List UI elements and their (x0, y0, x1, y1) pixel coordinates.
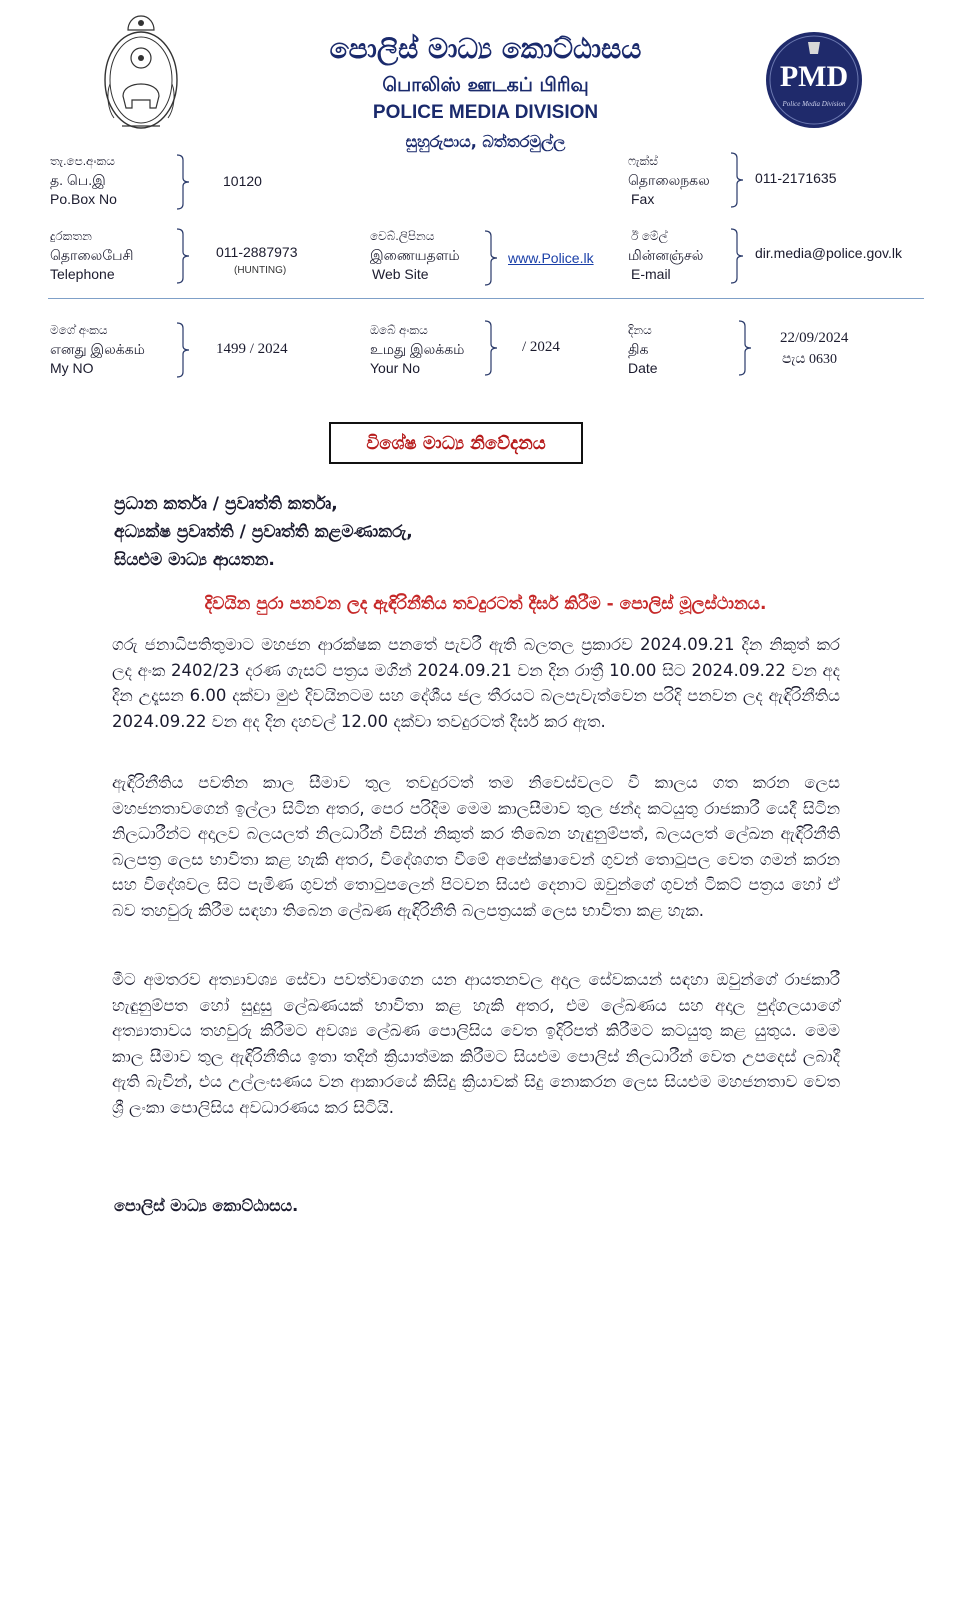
title-tamil: பொலிஸ் ஊடகப் பிரிவு (382, 74, 589, 96)
email-label: ඊ මේල් மின்னஞ்சல் E-mail (628, 229, 704, 282)
website-link[interactable]: www.Police.lk (508, 250, 594, 266)
body-paragraph: මීට අමතරව අත්‍යාවශ්‍ය සේවා පවත්වාගෙන යන ආයතනවල අදාල සේවකයන් සඳහා ඔවුන්ගේ රාජකාරී හැඳුනුම්පත හෝ සුදුසු ලේඛණයක් භාවිතා කළ හැකි අතර, එම ලේඛණය සහ අදාල පුද්ගලයාගේ අත්‍යාතාවය තහවුරු කිරීමට අවශ්‍ය ලේඛණ පොලිසිය වෙත ඉදිරිපත් කිරීමට කටයුතු කළ යුතුය. මෙම කාල සීමාව තුල ඇඳිරිනීතිය ඉතා තදින් ක්‍රියාත්මක කිරීමට සියළුම පොලිස් නිලධාරීන් වෙත උපදෙස් ලබාදී ඇති බැවින්, එය උල්ලංඝණය වන ආකාරයේ කිසිදු ක්‍රියාවක් සිදු නොකරන ලෙස සියළුම මහජනතාව වෙත ශ්‍රී ලංකා පොලිසිය අවධාරණය කර සිටියි. (112, 970, 840, 1117)
brace-icon (730, 152, 744, 208)
recipient-line: සියළුම මාධ්‍ය ආයතන. (114, 550, 275, 570)
website-label: වෙබ්.ලිපිනය இணையதளம் Web Site (370, 229, 460, 282)
pobox-value: 10120 (223, 173, 262, 189)
recipients-block (114, 490, 413, 574)
pobox-label: තැ.පෙ.අංකය த. பெ.இ Po.Box No (50, 154, 117, 207)
fax-label: ෆැක්ස් தொலைநகல Fax (628, 154, 710, 207)
fax-value: 011-2171635 (755, 170, 837, 186)
svg-text:Police Media Division: Police Media Division (782, 100, 846, 108)
my-no-value: 1499 / 2024 (216, 341, 288, 357)
recipient-line: අධ්‍යක්ෂ ප්‍රවෘත්ති / ප්‍රවෘත්ති කළමණාකරු, (114, 522, 413, 542)
telephone-note: (HUNTING) (234, 265, 287, 276)
brace-icon (176, 228, 190, 284)
title-english: POLICE MEDIA DIVISION (372, 102, 599, 123)
title-sinhala: පොලිස් මාධ්‍ය කොට්ඨාසය (329, 32, 642, 65)
your-no-value: / 2024 (522, 339, 560, 355)
brace-icon (730, 228, 744, 284)
telephone-value: 011-2887973 (216, 244, 298, 260)
notice-subject: දිවයින පුරා පනවන ලද ඇඳිරිනීතිය තවදුරටත් දීර්ඝ කිරීම - පොලිස් මූලස්ථානය. (204, 594, 767, 614)
brace-icon (176, 154, 190, 210)
svg-text:PMD: PMD (779, 60, 849, 93)
brace-icon (484, 230, 498, 286)
recipient-line: ප්‍රධාන කර්තෘ / ප්‍රවෘත්ති කර්තෘ, (114, 494, 338, 514)
date-label: දිනය திக Date (628, 323, 658, 376)
brace-icon (176, 322, 190, 378)
body-paragraph: ඇඳිරිනීතිය පවතින කාල සීමාව තුල තවදුරටත් තම නිවෙස්වලට වී කාලය ගත කරන ලෙස මහජනතාවගෙන් ඉල්ලා සිටින අතර, පෙර පරිදිම මෙම කාලසීමාව තුල ඡන්ද කටයුතු රාජකාරී යෙදී සිටින නිලධාරීන්ට අදාලව බලයලත් නිලධාරීන් විසින් නිකුත් කර තිබෙන හැඳුනුම්පත්, බලයලත් ලේඛන ඇඳිරිනීති බලපත්‍ර ලෙස භාවිතා කළ හැකි අතර, විදේශගත වීමේ අපේක්ෂාවෙන් ගුවන් තොටුපල වෙත ගමන් කරන සහ විදේශවල සිට පැමිණ ගුවන් තොටුපලෙන් පිටවන සියළු දෙනාට ඔවුන්ගේ ගුවන් ටිකට් පත්‍රය හෝ ඒ බව තහවුරු කිරීම සඳහා තිබෙන ලේඛණ ඇඳිරිනීති බලපත්‍රයක් ලෙස භාවිතා කළ හැක. (112, 773, 840, 920)
your-no-label: ඔබේ අංකය உமது இலக்கம் Your No (370, 323, 465, 376)
telephone-label: දුරකතන தொலைபேசி Telephone (50, 229, 134, 282)
date-value: 22/09/2024 (780, 330, 849, 346)
body-paragraph: ගරු ජනාධිපතිතුමාට මහජන ආරක්ෂක පනතේ පැවරී ඇති බලතල ප්‍රකාරව 2024.09.21 දින නිකුත් කර ලද අංක 2402/23 දරණ ගැසට් පත්‍රය මගින් 2024.09.21 වන දින රාත්‍රී 10.00 සිට 2024.09.22 වන අද දින උදෑසන 6.00 දක්වා මුළු දිවයිනටම සහ දේශීය ජල තීරයට බලපැවැත්වෙන පරිදි පනවන ලද ඇඳිරිනීතිය 2024.09.22 වන අද දින දහවල් 12.00 දක්වා තවදුරටත් දීර්ඝ කර ඇත. (112, 635, 840, 731)
email-value: dir.media@police.gov.lk (755, 245, 903, 261)
my-no-label: මගේ අංකය எனது இலக்கம் My NO (50, 323, 145, 376)
brace-icon (738, 320, 752, 376)
notice-title: විශේෂ මාධ්‍ය නිවේදනය (329, 422, 583, 464)
signature: පොලිස් මාධ්‍ය කොට්ඨාසය. (114, 1196, 299, 1215)
header-divider (48, 298, 924, 299)
office-address: සුහුරුපාය, බත්තරමුල්ල (405, 132, 566, 151)
time-value: පැය 0630 (782, 352, 837, 367)
brace-icon (484, 320, 498, 376)
